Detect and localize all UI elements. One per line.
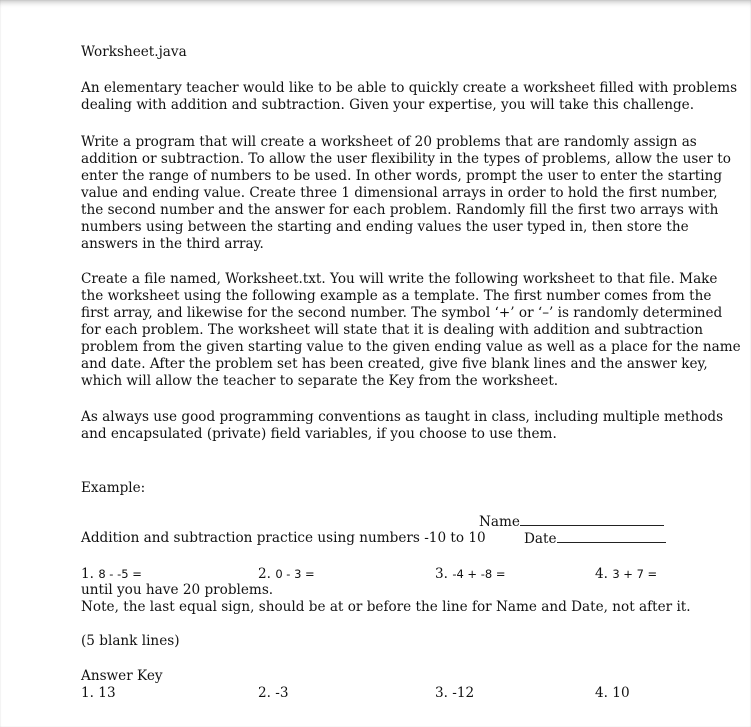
paragraph-requirements — [81, 134, 731, 253]
paragraph-conventions — [81, 409, 724, 443]
text-line: first array, and likewise for the second number. The symbol ‘+’ or ‘–’ is randomly determined — [81, 305, 723, 321]
problem-expression: -4 + -8 = — [452, 567, 506, 581]
document-title: Worksheet.java — [81, 44, 187, 60]
problem-1 — [81, 566, 142, 582]
answer-3: 3. -12 — [435, 685, 475, 701]
problem-number: 3. — [435, 566, 448, 582]
answer-2: 2. -3 — [258, 685, 289, 701]
example-label: Example: — [81, 480, 146, 496]
date-label: Date — [524, 531, 557, 547]
problem-expression: 8 - -5 = — [98, 567, 142, 581]
text-line: and encapsulated (private) field variables, if you choose to use them. — [81, 426, 557, 442]
text-line: enter the range of numbers to be used. In other words, prompt the user to enter the starting — [81, 168, 723, 184]
until-line: until you have 20 problems. — [81, 582, 274, 598]
answer-4: 4. 10 — [595, 685, 630, 701]
text-line: which will allow the teacher to separate the Key from the worksheet. — [81, 373, 559, 389]
name-field — [479, 513, 664, 530]
answer-1: 1. 13 — [81, 685, 116, 701]
problem-2 — [258, 566, 315, 582]
text-line: As always use good programming conventions as taught in class, including multiple methods — [81, 409, 724, 425]
answer-key-label: Answer Key — [81, 668, 163, 684]
problem-number: 2. — [258, 566, 271, 582]
text-line: Write a program that will create a worksheet of 20 problems that are randomly assign as — [81, 134, 697, 150]
text-line: numbers using between the starting and ending values the user typed in, then store the — [81, 219, 689, 235]
date-field — [524, 530, 666, 547]
problem-3 — [435, 566, 505, 582]
name-label: Name — [479, 514, 520, 530]
text-line: dealing with addition and subtraction. Given your expertise, you will take this challenge. — [81, 97, 695, 113]
text-line: An elementary teacher would like to be able to quickly create a worksheet filled with problems — [81, 80, 738, 96]
paragraph-intro — [81, 80, 738, 114]
text-line: and date. After the problem set has been created, give five blank lines and the answer key, — [81, 356, 708, 372]
date-blank-line — [557, 530, 666, 543]
paragraph-file-output — [81, 271, 741, 390]
text-line: addition or subtraction. To allow the user flexibility in the types of problems, allow the user to — [81, 151, 731, 167]
text-line: value and ending value. Create three 1 dimensional arrays in order to hold the first number, — [81, 185, 718, 201]
text-line: the worksheet using the following example as a template. The first number comes from the — [81, 288, 712, 304]
text-line: problem from the given starting value to the given ending value as well as a place for the name — [81, 339, 741, 355]
text-line: the second number and the answer for each problem. Randomly fill the first two arrays with — [81, 202, 719, 218]
problem-4 — [595, 566, 657, 582]
problem-number: 4. — [595, 566, 608, 582]
problem-expression: 3 + 7 = — [612, 567, 658, 581]
text-line: for each problem. The worksheet will state that it is dealing with addition and subtraction — [81, 322, 704, 338]
worksheet-heading: Addition and subtraction practice using numbers -10 to 10 — [81, 530, 486, 546]
note-line: Note, the last equal sign, should be at or before the line for Name and Date, not after it. — [81, 599, 691, 615]
problem-number: 1. — [81, 566, 94, 582]
blank-lines-note: (5 blank lines) — [81, 633, 180, 649]
problem-expression: 0 - 3 = — [275, 567, 315, 581]
name-blank-line — [520, 513, 664, 526]
text-line: answers in the third array. — [81, 236, 264, 252]
text-line: Create a file named, Worksheet.txt. You will write the following worksheet to that file. Make — [81, 271, 718, 287]
